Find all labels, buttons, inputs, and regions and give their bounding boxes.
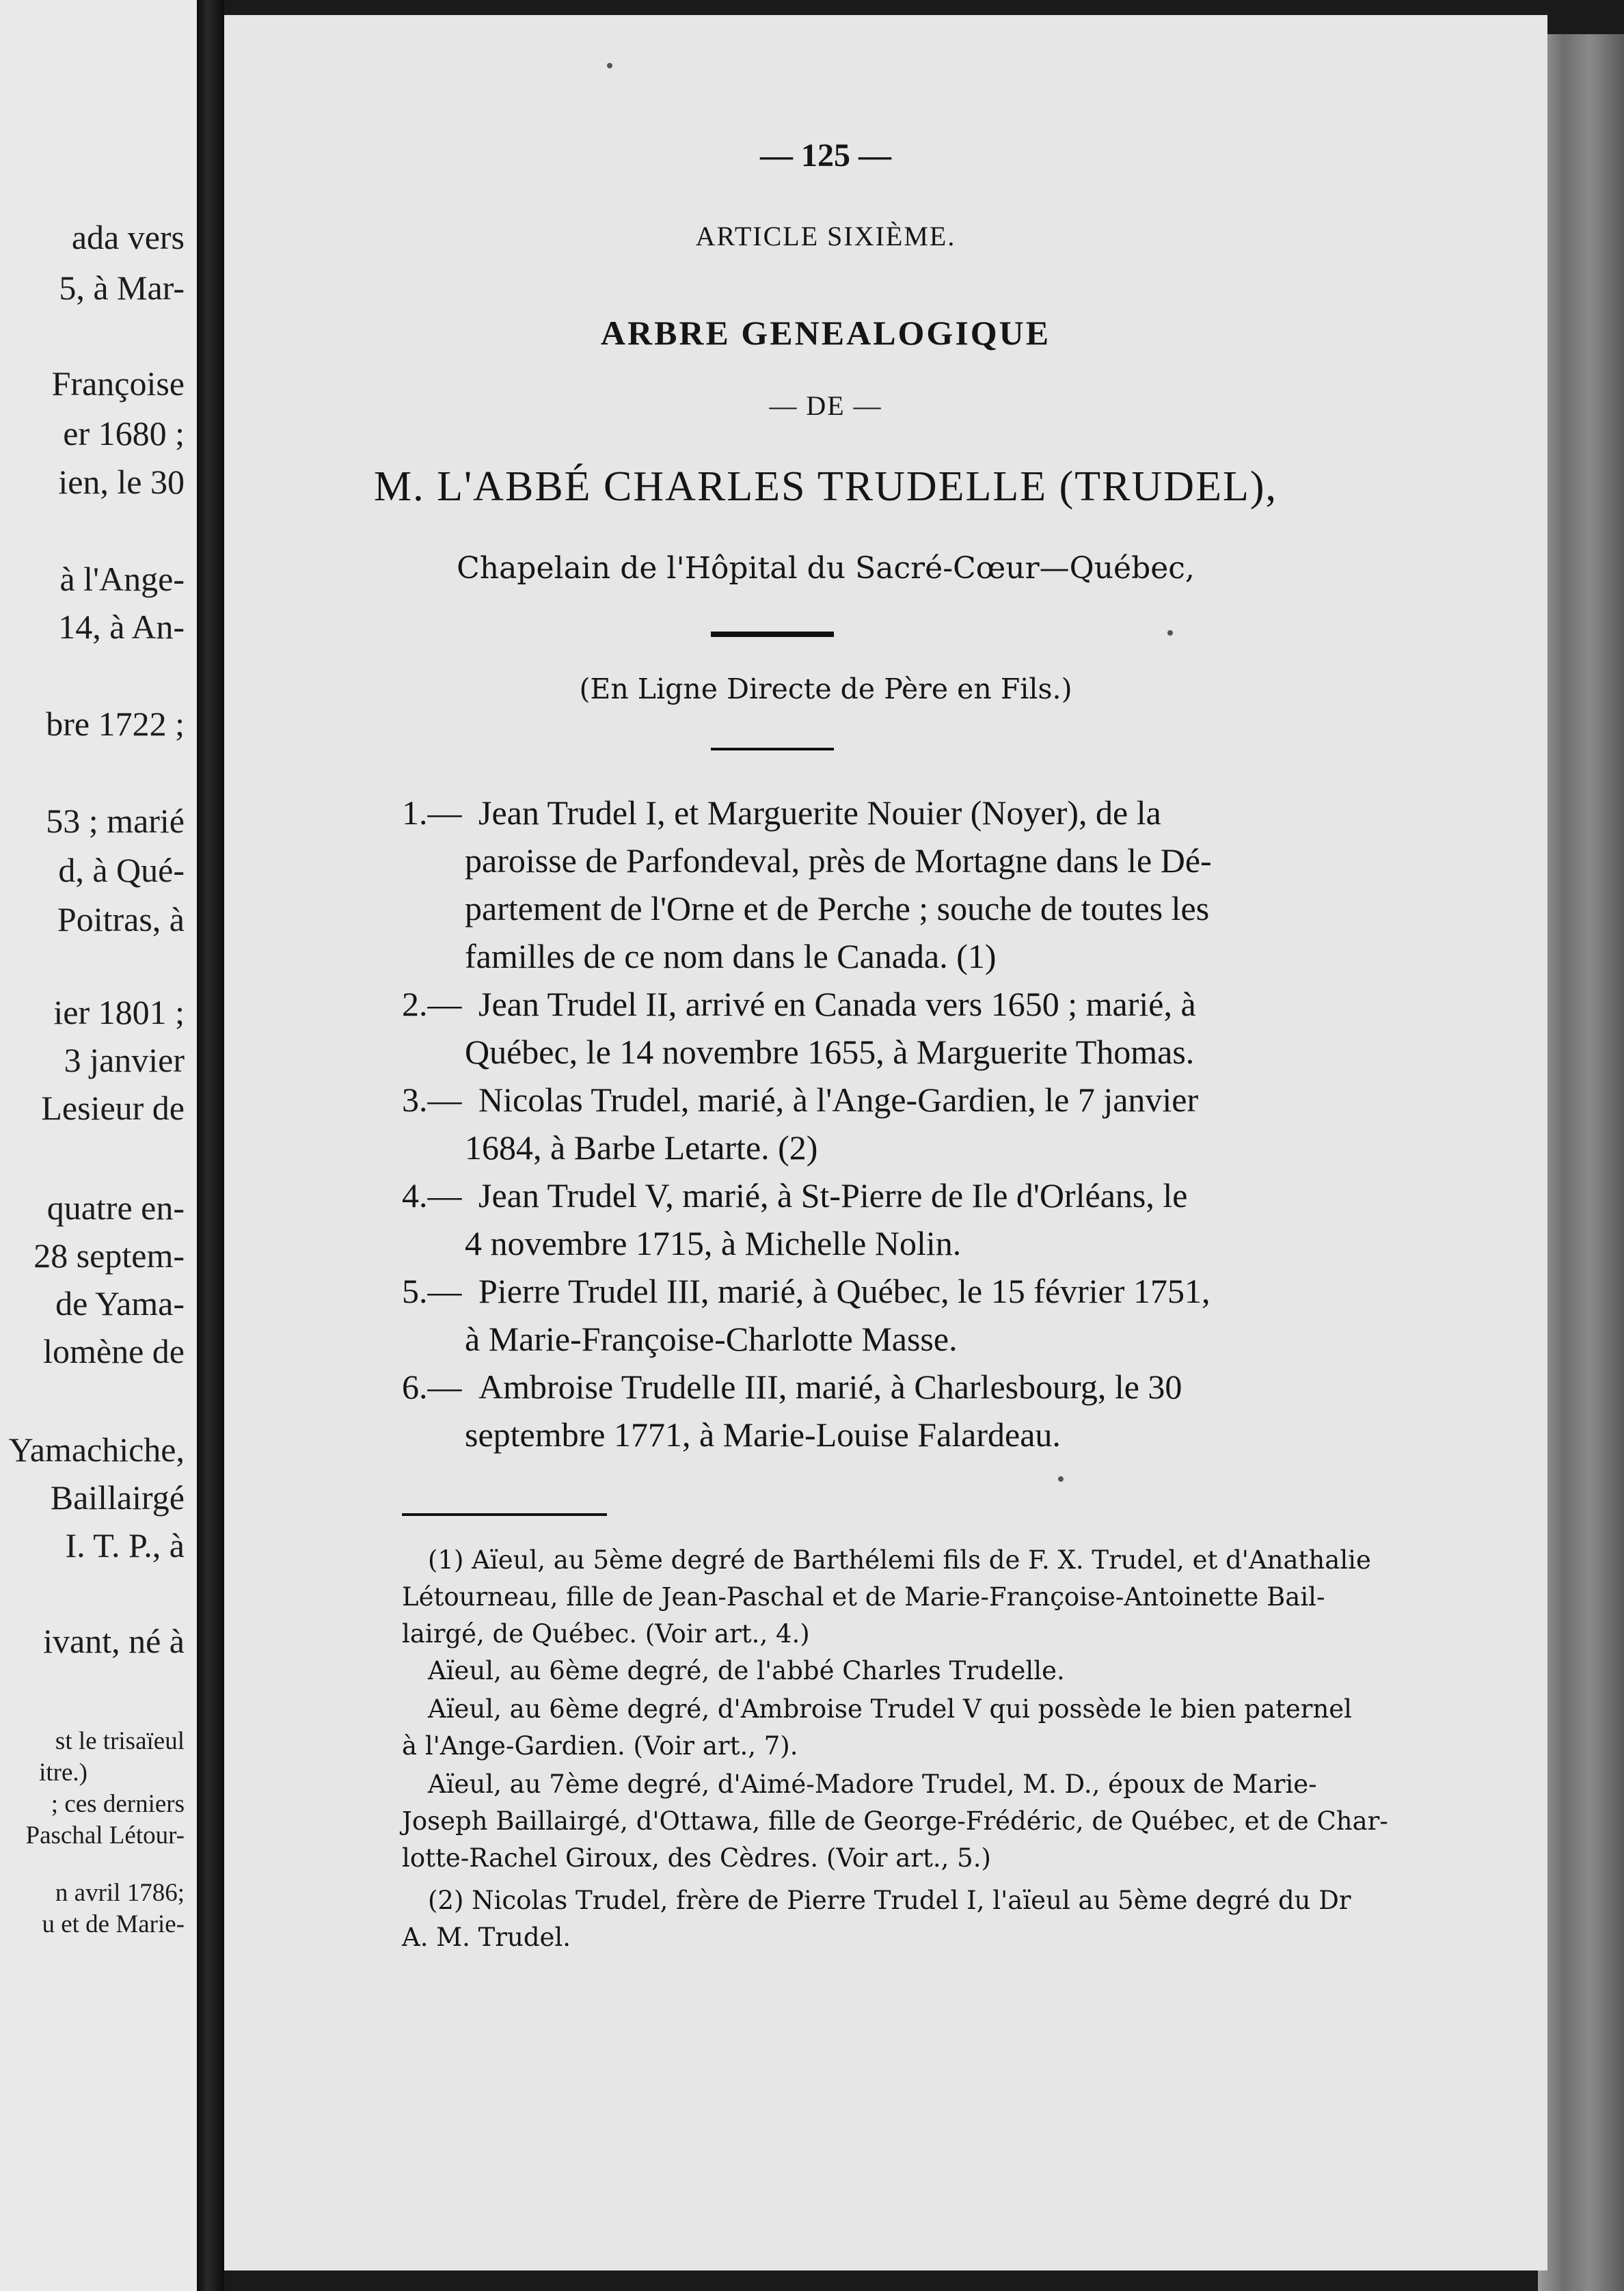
left-page-line: à l'Ange- bbox=[59, 560, 185, 598]
entry-number: 5.— bbox=[402, 1272, 462, 1310]
page-edge-stack bbox=[1538, 34, 1624, 2291]
left-page-line: bre 1722 ; bbox=[46, 705, 185, 743]
paper-speck bbox=[607, 63, 612, 68]
left-page-line: Françoise bbox=[51, 364, 185, 403]
entry-line: septembre 1771, à Marie-Louise Falardeau. bbox=[465, 1415, 1061, 1454]
footnote bbox=[402, 1691, 1386, 1765]
footnote-line: (1) Aïeul, au 5ème degré de Barthélemi fils de F. X. Trudel, et d'Anathalie bbox=[428, 1545, 1371, 1575]
left-page-line: itre.) bbox=[39, 1759, 87, 1787]
entry-line: 1684, à Barbe Letarte. (2) bbox=[465, 1128, 818, 1167]
genealogy-entry bbox=[402, 789, 1321, 980]
left-page-line: n avril 1786; bbox=[55, 1879, 185, 1907]
paper-speck bbox=[1058, 1476, 1064, 1482]
genealogy-entry bbox=[402, 1267, 1321, 1363]
entry-line: Pierre Trudel III, marié, à Québec, le 15 février 1751, bbox=[478, 1272, 1210, 1310]
footnote-line: Aïeul, au 6ème degré, de l'abbé Charles Trudelle. bbox=[428, 1656, 1065, 1685]
footnote-line: lairgé, de Québec. (Voir art., 4.) bbox=[402, 1619, 810, 1649]
left-page-line: Yamachiche, bbox=[8, 1431, 185, 1469]
footnote-line: à l'Ange-Gardien. (Voir art., 7). bbox=[402, 1731, 798, 1761]
entry-line: Nicolas Trudel, marié, à l'Ange-Gardien, le 7 janvier bbox=[478, 1081, 1199, 1119]
left-page-line: quatre en- bbox=[46, 1189, 185, 1227]
left-page-line: 5, à Mar- bbox=[59, 269, 185, 307]
title-connector: — DE — bbox=[769, 390, 882, 421]
genealogy-entry bbox=[402, 1363, 1321, 1459]
main-title: ARBRE GENEALOGIQUE bbox=[600, 314, 1051, 352]
divider-rule bbox=[711, 632, 834, 637]
left-page-line: 3 janvier bbox=[64, 1041, 185, 1079]
footnote-line: lotte-Rachel Giroux, des Cèdres. (Voir art., 5.) bbox=[402, 1843, 991, 1873]
left-page-line: 14, à An- bbox=[58, 608, 185, 646]
entry-number: 1.— bbox=[402, 794, 462, 832]
entry-line: paroisse de Parfondeval, près de Mortagne dans le Dé- bbox=[465, 841, 1212, 880]
footnote-line: Joseph Baillairgé, d'Ottawa, fille de George-Frédéric, de Québec, et de Char- bbox=[402, 1806, 1388, 1836]
left-page-line: Poitras, à bbox=[57, 900, 185, 938]
footnote bbox=[402, 1766, 1386, 1877]
footnote-line: A. M. Trudel. bbox=[402, 1923, 571, 1952]
left-page-line: lomène de bbox=[43, 1332, 185, 1370]
entry-line: Jean Trudel I, et Marguerite Nouier (Noyer), de la bbox=[478, 794, 1161, 832]
left-page-line: Paschal Létour- bbox=[25, 1821, 185, 1849]
footnote-separator bbox=[402, 1513, 607, 1516]
book-gutter bbox=[197, 0, 224, 2291]
left-page-line: Baillairgé bbox=[50, 1478, 185, 1517]
footnote bbox=[402, 1653, 1386, 1690]
left-page-line: I. T. P., à bbox=[65, 1526, 185, 1564]
footnote-line: Aïeul, au 7ème degré, d'Aimé-Madore Trudel, M. D., époux de Marie- bbox=[428, 1770, 1317, 1799]
left-page-line: de Yama- bbox=[55, 1284, 185, 1323]
left-page-line: ier 1801 ; bbox=[53, 993, 185, 1031]
subject-name: M. L'ABBÉ CHARLES TRUDELLE (TRUDEL), bbox=[374, 463, 1277, 510]
entry-number: 3.— bbox=[402, 1081, 462, 1119]
genealogy-entry bbox=[402, 1171, 1321, 1267]
footnote-line: Aïeul, au 6ème degré, d'Ambroise Trudel V qui possède le bien paternel bbox=[428, 1694, 1353, 1724]
entry-number: 4.— bbox=[402, 1176, 462, 1215]
left-page-line: er 1680 ; bbox=[63, 414, 185, 452]
genealogy-entry bbox=[402, 1076, 1321, 1171]
paper-speck bbox=[1167, 630, 1173, 636]
left-page-line: ivant, né à bbox=[43, 1622, 185, 1660]
lineage-note: (En Ligne Directe de Père en Fils.) bbox=[579, 673, 1072, 705]
entry-line: Jean Trudel V, marié, à St-Pierre de Ile d'Orléans, le bbox=[478, 1176, 1188, 1215]
book-page bbox=[224, 15, 1547, 2270]
footnote-line: (2) Nicolas Trudel, frère de Pierre Trudel I, l'aïeul au 5ème degré du Dr bbox=[428, 1886, 1351, 1915]
entry-line: 4 novembre 1715, à Michelle Nolin. bbox=[465, 1224, 962, 1262]
left-page-line: st le trisaïeul bbox=[55, 1727, 185, 1755]
footnote-line: Létourneau, fille de Jean-Paschal et de Marie-Françoise-Antoinette Bail- bbox=[402, 1582, 1325, 1612]
left-page-line: ; ces derniers bbox=[51, 1790, 185, 1818]
page-number: — 125 — bbox=[760, 137, 891, 174]
left-page-line: u et de Marie- bbox=[42, 1910, 185, 1938]
genealogy-entry bbox=[402, 980, 1321, 1076]
entry-line: partement de l'Orne et de Perche ; souche de toutes les bbox=[465, 889, 1210, 927]
entry-line: Ambroise Trudelle III, marié, à Charlesbourg, le 30 bbox=[478, 1368, 1182, 1406]
entry-number: 6.— bbox=[402, 1368, 462, 1406]
entry-number: 2.— bbox=[402, 985, 462, 1023]
left-page-line: d, à Qué- bbox=[58, 851, 185, 889]
entry-line: Québec, le 14 novembre 1655, à Marguerite Thomas. bbox=[465, 1033, 1195, 1071]
left-page-line: Lesieur de bbox=[41, 1089, 185, 1127]
entry-line: familles de ce nom dans le Canada. (1) bbox=[465, 937, 997, 975]
footnote bbox=[402, 1542, 1386, 1653]
article-heading: ARTICLE SIXIÈME. bbox=[695, 221, 956, 252]
left-page-line: ada vers bbox=[71, 218, 185, 256]
entry-line: à Marie-Françoise-Charlotte Masse. bbox=[465, 1320, 958, 1358]
divider-rule bbox=[711, 748, 834, 750]
footnote bbox=[402, 1882, 1386, 1956]
subject-title: Chapelain de l'Hôpital du Sacré-Cœur—Québec, bbox=[457, 551, 1195, 586]
left-page-line: 53 ; marié bbox=[46, 802, 185, 840]
left-page-line: ien, le 30 bbox=[58, 463, 185, 501]
left-facing-page bbox=[0, 0, 197, 2291]
entry-line: Jean Trudel II, arrivé en Canada vers 1650 ; marié, à bbox=[478, 985, 1196, 1023]
left-page-line: 28 septem- bbox=[33, 1236, 185, 1275]
